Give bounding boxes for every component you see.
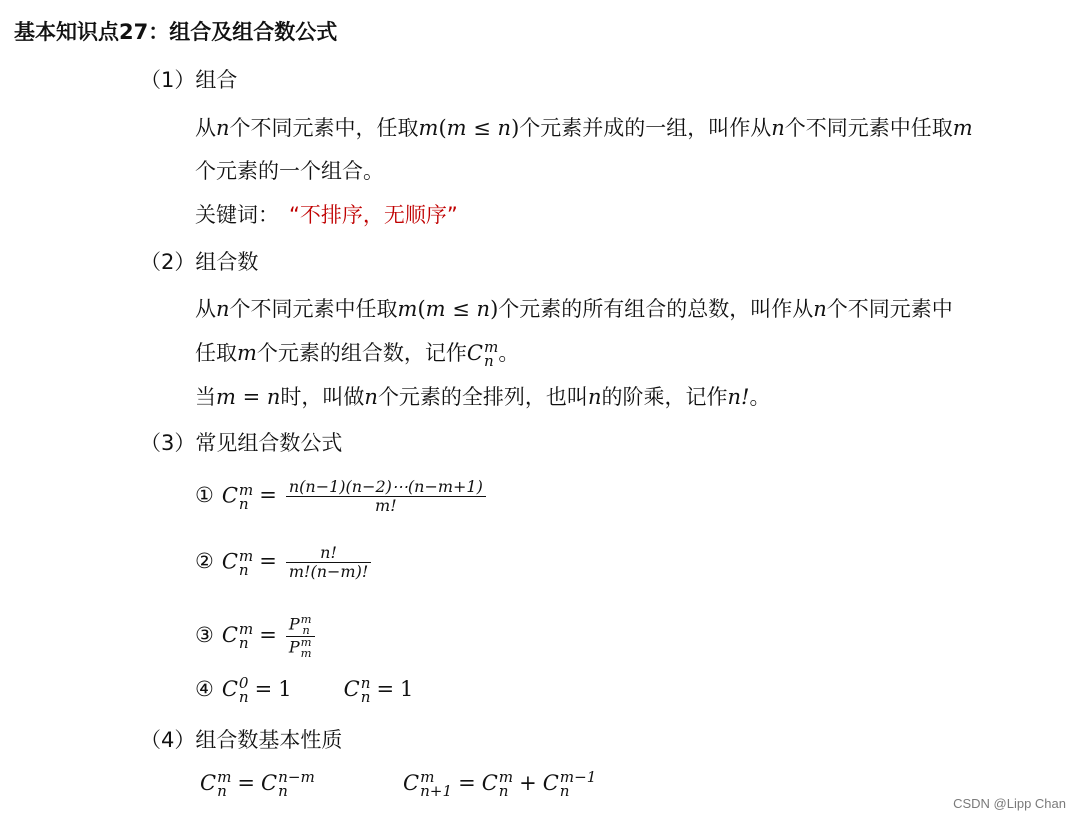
property-2: C m n+1 = C m n + C m−1 n xyxy=(403,768,597,801)
section-2-line-1: 从n个不同元素中任取m(m ≤ n)个元素的所有组合的总数，叫作从n个不同元素中 xyxy=(195,297,953,321)
section-2-heading: （2）组合数 xyxy=(140,250,259,274)
formula-1: ① C m n = $\frac{n(n-1)(n-2)\cdots(n-m+1)}{m!}$ xyxy=(195,478,489,516)
formula-3: ③ C m n = P m n P m m xyxy=(195,614,318,659)
section-2-line-2: 任取m个元素的组合数，记作C m n 。 xyxy=(195,337,520,370)
property-1: C m n = C n−m n xyxy=(200,768,315,801)
section-2-line-3: 当m = n时，叫做n个元素的全排列，也叫n的阶乘，记作n!。 xyxy=(195,385,771,409)
formula-2: ② C m n = $\frac{n!}{m!(n-m)!}$ xyxy=(195,544,374,582)
section-4-heading: （4）组合数基本性质 xyxy=(140,728,343,752)
keyword-line xyxy=(195,199,458,229)
section-1-heading: （1）组合 xyxy=(140,68,238,92)
section-1-line-2: 个元素的一个组合。 xyxy=(195,159,384,183)
section-3-heading: （3）常见组合数公式 xyxy=(140,431,343,455)
keyword-label: 关键词： xyxy=(195,203,279,227)
watermark: CSDN @Lipp Chan xyxy=(953,796,1066,811)
page-title: 基本知识点27：组合及组合数公式 xyxy=(14,20,338,44)
formula-4: ④ C 0 n = 1 C n n = 1 xyxy=(195,674,414,707)
keyword-value: “不排序，无顺序” xyxy=(289,203,458,227)
section-1-line-1: 从n个不同元素中，任取m(m ≤ n)个元素并成的一组，叫作从n个不同元素中任取m xyxy=(195,116,973,140)
